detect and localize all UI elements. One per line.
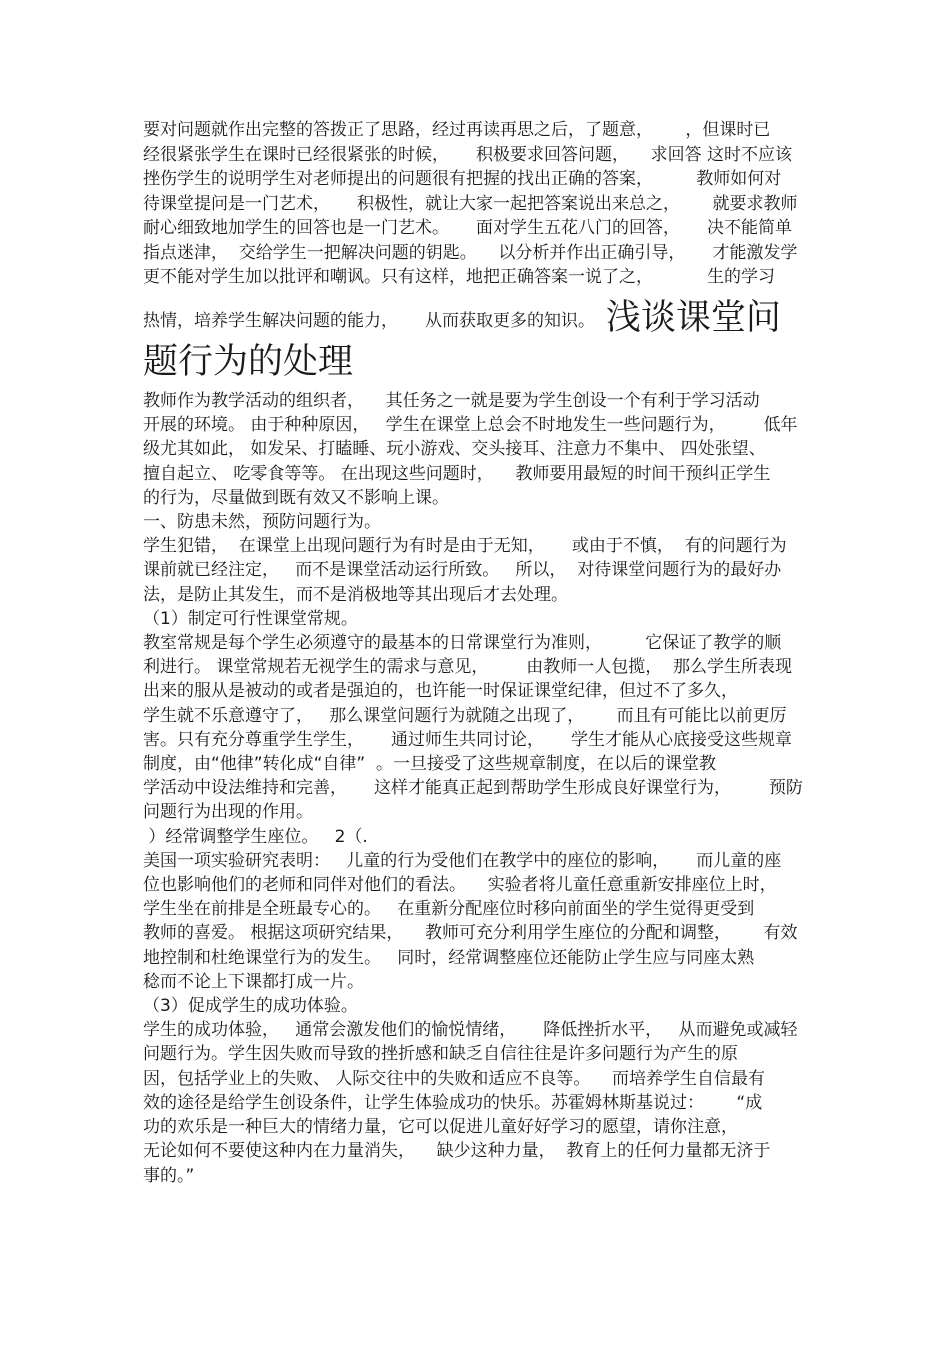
- intro-paragraph: [143, 118, 808, 384]
- text-line: 学活动中设法维持和完善， 这样才能真正起到帮助学生形成良好课堂行为， 预防: [143, 778, 803, 799]
- text-line: 地控制和杜绝课堂行为的发生。 同时，经常调整座位还能防止学生应与同座太熟: [143, 947, 755, 968]
- text-line: 要对问题就作出完整的答拨正了思路，经过再读再思之后，了题意， ，但课时已: [143, 120, 771, 140]
- subsection-heading: （1）制定可行性课堂常规。: [143, 608, 358, 629]
- text-line: 的行为，尽量做到既有效又不影响上课。: [143, 487, 449, 508]
- text-line: 制度，由“他律”转化成“自律” 。一旦接受了这些规章制度，在以后的课堂教: [143, 754, 717, 775]
- text-line: 事的。”: [143, 1165, 195, 1186]
- text-line: 无论如何不要使这种内在力量消失， 缺少这种力量， 教育上的任何力量都无济于: [143, 1141, 771, 1162]
- text-line: 开展的环境。 由于种种原因， 学生在课堂上总会不时地发生一些问题行为， 低年: [143, 415, 798, 436]
- text-line: 法，是防止其发生，而不是消极地等其出现后才去处理。: [143, 584, 568, 605]
- page-title-part2: 题行为的处理: [143, 341, 354, 382]
- text-line: 稔而不论上下课都打成一片。: [143, 971, 364, 992]
- text-line: 擅自起立、 吃零食等等。 在出现这些问题时， 教师要用最短的时间干预纠正学生: [143, 463, 771, 484]
- text-line: 课前就已经注定， 而不是课堂活动运行所致。 所以， 对待课堂问题行为的最好办: [143, 560, 782, 581]
- subsection-heading: ）经常调整学生座位。 2（.: [143, 826, 368, 847]
- text-line: 指点迷津， 交给学生一把解决问题的钥匙。 以分析并作出正确引导， 才能激发学: [143, 242, 798, 263]
- text-line: 出来的服从是被动的或者是强迫的，也许能一时保证课堂纪律，但过不了多久，: [143, 681, 738, 702]
- text-line: 功的欢乐是一种巨大的情绪力量，它可以促进儿童好好学习的愿望，请你注意，: [143, 1117, 738, 1138]
- section-heading: 一、防患未然，预防问题行为。: [143, 512, 381, 533]
- text-line: 耐心细致地加学生的回答也是一门艺术。 面对学生五花八门的回答， 决不能简单: [143, 218, 793, 238]
- text-line: 因，包括学业上的失败、 人际交往中的失败和适应不良等。 而培养学生自信最有: [143, 1068, 766, 1089]
- text-line: 学生的成功体验， 通常会激发他们的愉悦情绪， 降低挫折水平， 从而避免或减轻: [143, 1020, 798, 1041]
- text-line: 效的途径是给学生创设条件，让学生体验成功的快乐。苏霍姆林斯基说过： “成: [143, 1092, 763, 1113]
- text-line: 学生就不乐意遵守了， 那么课堂问题行为就随之出现了， 而且有可能比以前更厉: [143, 705, 787, 726]
- text-line: 更不能对学生加以批评和嘲讽。只有这样，地把正确答案一说了之， 生的学习: [143, 267, 776, 287]
- text-line: 问题行为。学生因失败而导致的挫折感和缺乏自信往往是许多问题行为产生的原: [143, 1044, 738, 1065]
- text-line: 位也影响他们的老师和同伴对他们的看法。 实验者将儿童任意重新安排座位上时，: [143, 875, 777, 896]
- text-line: 教师作为教学活动的组织者， 其任务之一就是要为学生创设一个有利于学习活动: [143, 391, 760, 411]
- text-line-with-title: [143, 299, 808, 340]
- text-line: 利进行。 课堂常规若无视学生的需求与意见， 由教师一人包揽， 那么学生所表现: [143, 657, 793, 678]
- text-line: 级尤其如此， 如发呆、打瞌睡、玩小游戏、交头接耳、注意力不集中、 四处张望、: [143, 439, 766, 460]
- text-line: 热情，培养学生解决问题的能力， 从而获取更多的知识。: [143, 310, 596, 331]
- article-body: [143, 389, 808, 1188]
- text-line: 教室常规是每个学生必须遵守的最基本的日常课堂行为准则， 它保证了教学的顺: [143, 633, 782, 654]
- text-line: 问题行为出现的作用。: [143, 802, 313, 823]
- text-line: 待课堂提问是一门艺术， 积极性，就让大家一起把答案说出来总之， 就要求教师: [143, 193, 798, 214]
- text-line: 学生坐在前排是全班最专心的。 在重新分配座位时移向前面坐的学生觉得更受到: [143, 899, 755, 920]
- text-line: 经很紧张学生在课时已经很紧张的时候， 积极要求回答问题， 求回答 这时不应该: [143, 144, 793, 165]
- text-line: 教师的喜爱。 根据这项研究结果， 教师可充分利用学生座位的分配和调整， 有效: [143, 923, 798, 944]
- text-line: 学生犯错， 在课堂上出现问题行为有时是由于无知， 或由于不慎， 有的问题行为: [143, 536, 787, 557]
- text-line: 挫伤学生的说明学生对老师提出的问题很有把握的找出正确的答案， 教师如何对: [143, 169, 782, 189]
- page-title-part1: 浅谈课堂问: [605, 297, 781, 338]
- text-line: 害。只有充分尊重学生学生， 通过师生共同讨论， 学生才能从心底接受这些规章: [143, 729, 793, 750]
- subsection-heading: （3）促成学生的成功体验。: [143, 996, 358, 1017]
- text-line: 美国一项实验研究表明： 儿童的行为受他们在教学中的座位的影响， 而儿童的座: [143, 850, 782, 871]
